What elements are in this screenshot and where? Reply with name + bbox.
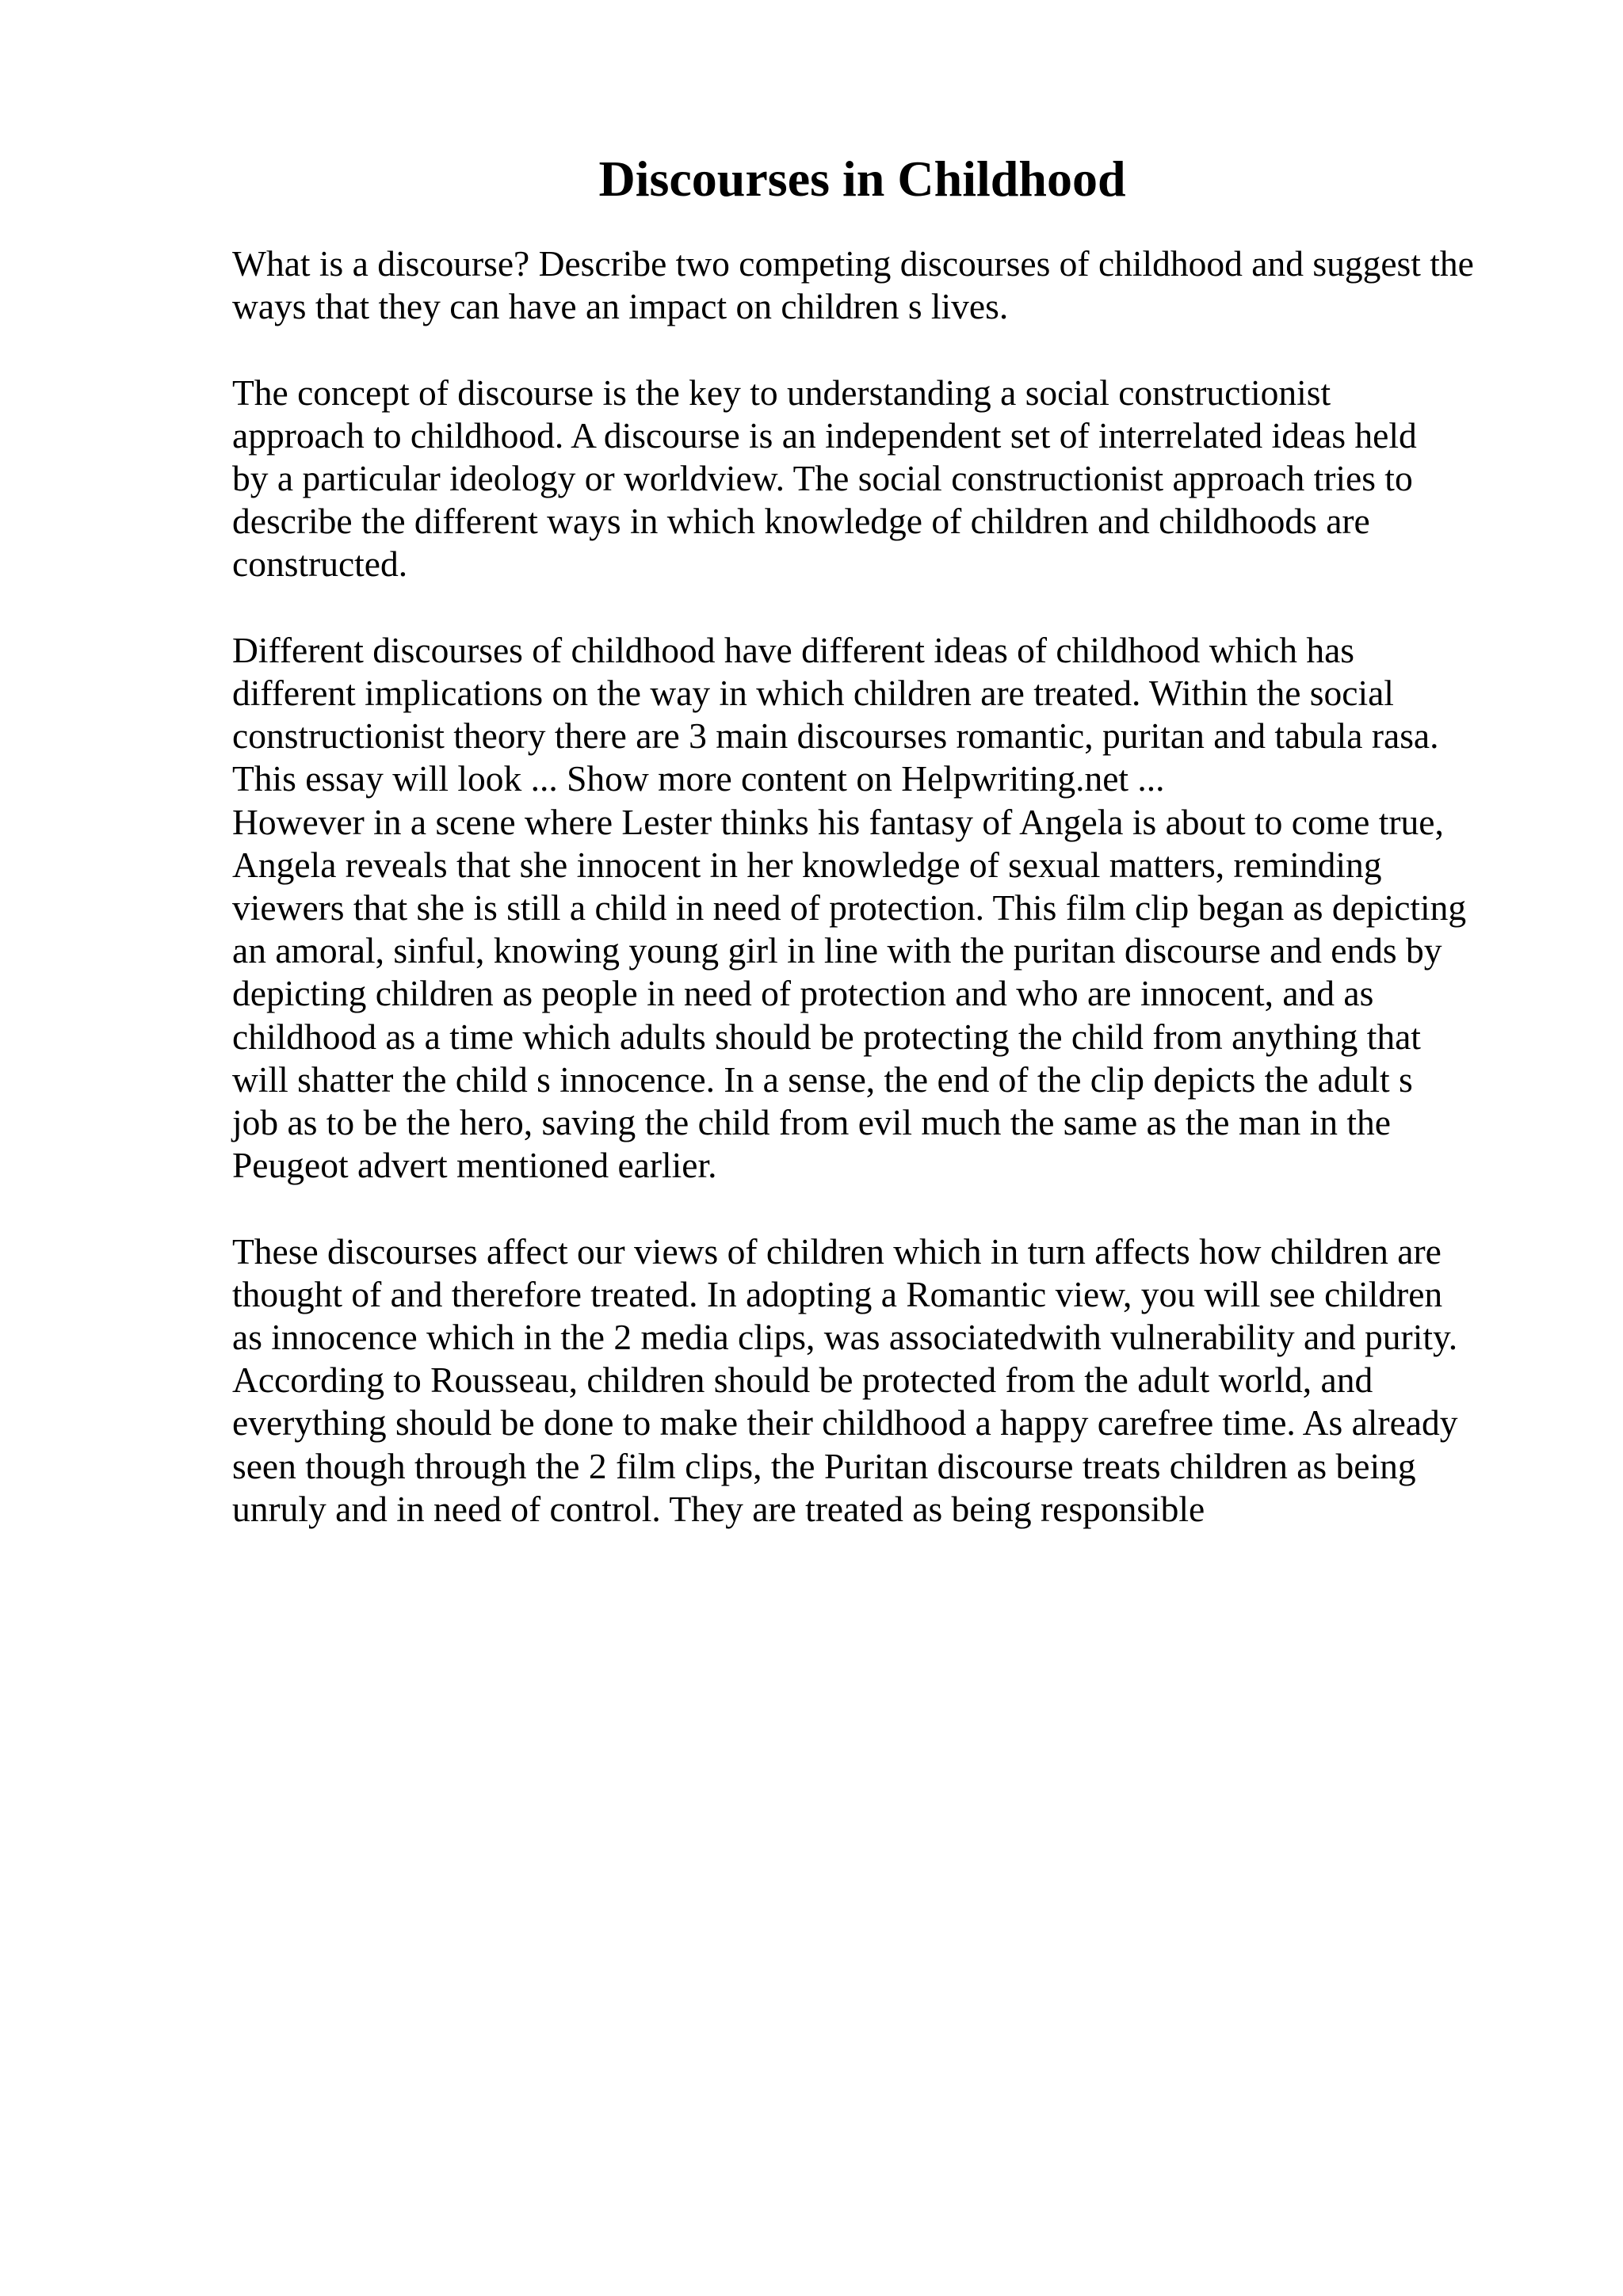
text-line: What is a discourse? Describe two competing discourses of childhood and suggest the [232,243,1474,284]
text-line: as innocence which in the 2 media clips, was associatedwith vulnerability and purity. [232,1317,1458,1358]
text-line: thought of and therefore treated. In adopting a Romantic view, you will see children [232,1273,1443,1314]
paragraph-discourse-effects [232,1230,1516,1531]
text-line: Peugeot advert mentioned earlier. [232,1145,717,1186]
text-line: ways that they can have an impact on children s lives. [232,286,1009,327]
text-line: Angela reveals that she innocent in her knowledge of sexual matters, reminding [232,844,1382,885]
text-line: childhood as a time which adults should be protecting the child from anything that [232,1016,1421,1057]
text-line: unruly and in need of control. They are treated as being responsible [232,1488,1205,1529]
paragraph-question [232,242,1516,328]
text-line: everything should be done to make their childhood a happy carefree time. As already [232,1402,1458,1444]
document-body [232,242,1516,1573]
document-title: Discourses in Childhood [598,151,1126,207]
text-line: seen though through the 2 film clips, the Puritan discourse treats children as being [232,1445,1416,1486]
text-line: constructed. [232,543,408,585]
text-line: describe the different ways in which knowledge of children and childhoods are [232,501,1370,542]
text-line: approach to childhood. A discourse is an independent set of interrelated ideas held [232,414,1417,456]
text-line: According to Rousseau, children should be protected from the adult world, and [232,1360,1373,1401]
text-line: different implications on the way in which children are treated. Within the social [232,673,1394,713]
text-line: viewers that she is still a child in need of protection. This film clip began as depicting [232,887,1467,929]
text-line: constructionist theory there are 3 main discourses romantic, puritan and tabula rasa. [232,715,1439,757]
paragraph-discourse-concept [232,372,1516,586]
text-line: This essay will look ... Show more content on Helpwriting.net ... [232,758,1165,799]
text-line: The concept of discourse is the key to understanding a social constructionist [232,372,1331,413]
text-line: Different discourses of childhood have different ideas of childhood which has [232,629,1355,670]
text-line: will shatter the child s innocence. In a sense, the end of the clip depicts the adult s [232,1058,1413,1100]
text-line: an amoral, sinful, knowing young girl in line with the puritan discourse and ends by [232,930,1442,971]
text-line: These discourses affect our views of children which in turn affects how children are [232,1230,1442,1272]
text-line: However in a scene where Lester thinks his fantasy of Angela is about to come true, [232,801,1444,842]
paragraph-different-discourses [232,629,1516,1188]
text-line: depicting children as people in need of protection and who are innocent, and as [232,973,1374,1014]
text-line: by a particular ideology or worldview. The social constructionist approach tries to [232,458,1413,498]
text-line: job as to be the hero, saving the child from evil much the same as the man in the [232,1102,1391,1143]
